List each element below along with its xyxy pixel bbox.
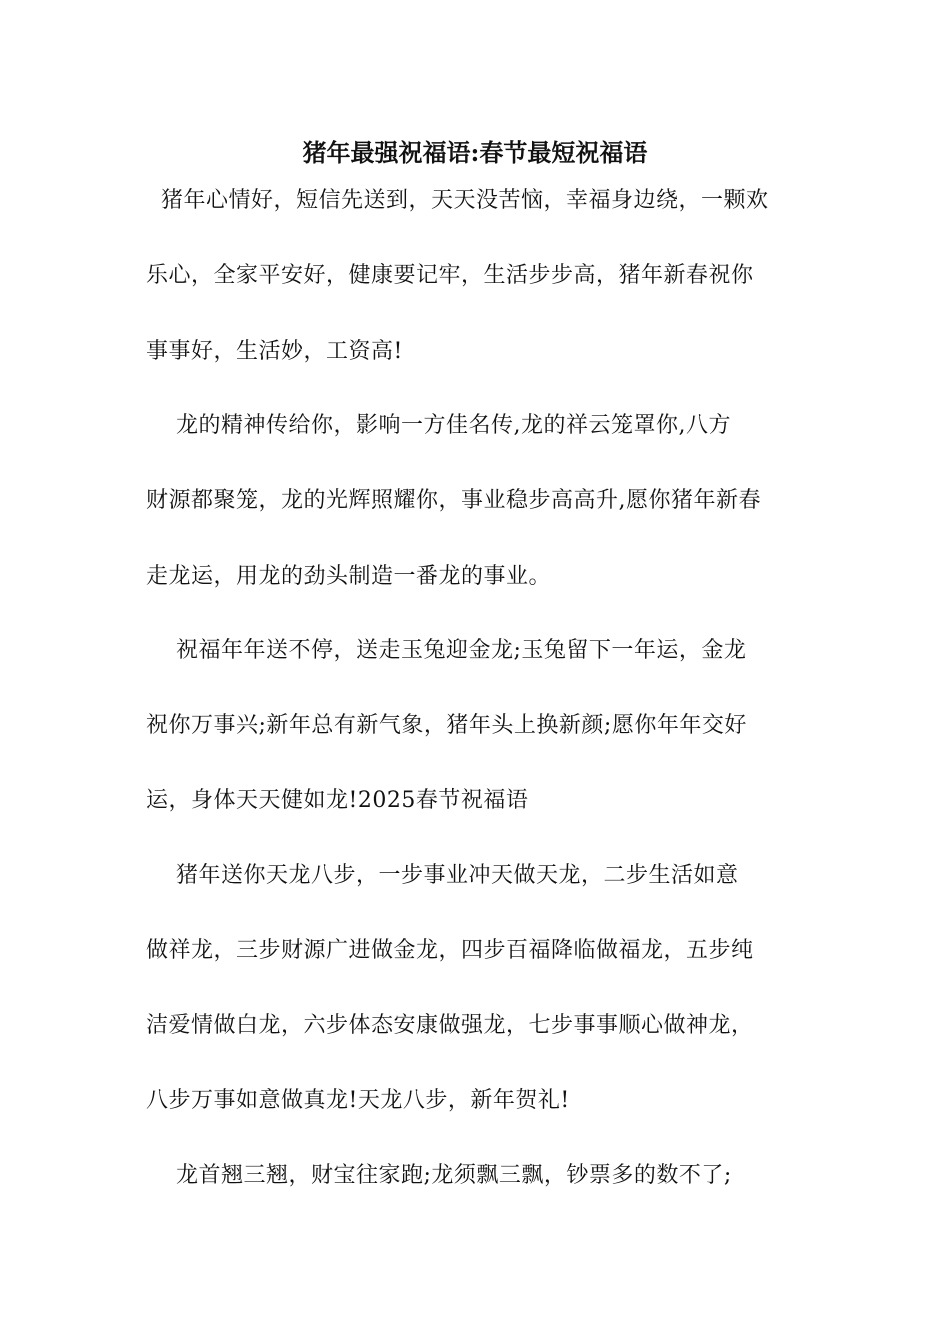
text-line-2: 乐心，全家平安好，健康要记牢，生活步步高，猪年新春祝你 [146,263,754,288]
text-line-5: 财源都聚笼，龙的光辉照耀你，事业稳步高高升,愿你猪年新春 [146,488,761,513]
text-line-10: 猪年送你天龙八步，一步事业冲天做天龙，二步生活如意 [146,863,739,888]
text-line-4: 龙的精神传给你，影响一方佳名传,龙的祥云笼罩你,八方 [146,413,731,438]
text-line-8: 祝你万事兴;新年总有新气象，猪年头上换新颜;愿你年年交好 [146,713,747,738]
text-line-13: 八步万事如意做真龙!天龙八步，新年贺礼! [146,1088,570,1113]
text-line-7: 祝福年年送不停，送走玉兔迎金龙;玉兔留下一年运，金龙 [146,638,747,663]
text-line-6: 走龙运，用龙的劲头制造一番龙的事业。 [146,564,552,589]
text-line-1: 猪年心情好，短信先送到，天天没苦恼，幸福身边绕，一颗欢 [146,188,769,213]
text-line-9: 运，身体天天健如龙!2025春节祝福语 [146,788,529,813]
text-line-3: 事事好，生活妙，工资高! [146,339,403,364]
text-line-12: 洁爱情做白龙，六步体态安康做强龙，七步事事顺心做神龙， [146,1013,754,1038]
page-title: 猪年最强祝福语:春节最短祝福语 [302,138,648,167]
text-line-14: 龙首翘三翘，财宝往家跑;龙须飘三飘，钞票多的数不了; [146,1163,732,1188]
text-line-11: 做祥龙，三步财源广进做金龙，四步百福降临做福龙，五步纯 [146,938,754,963]
